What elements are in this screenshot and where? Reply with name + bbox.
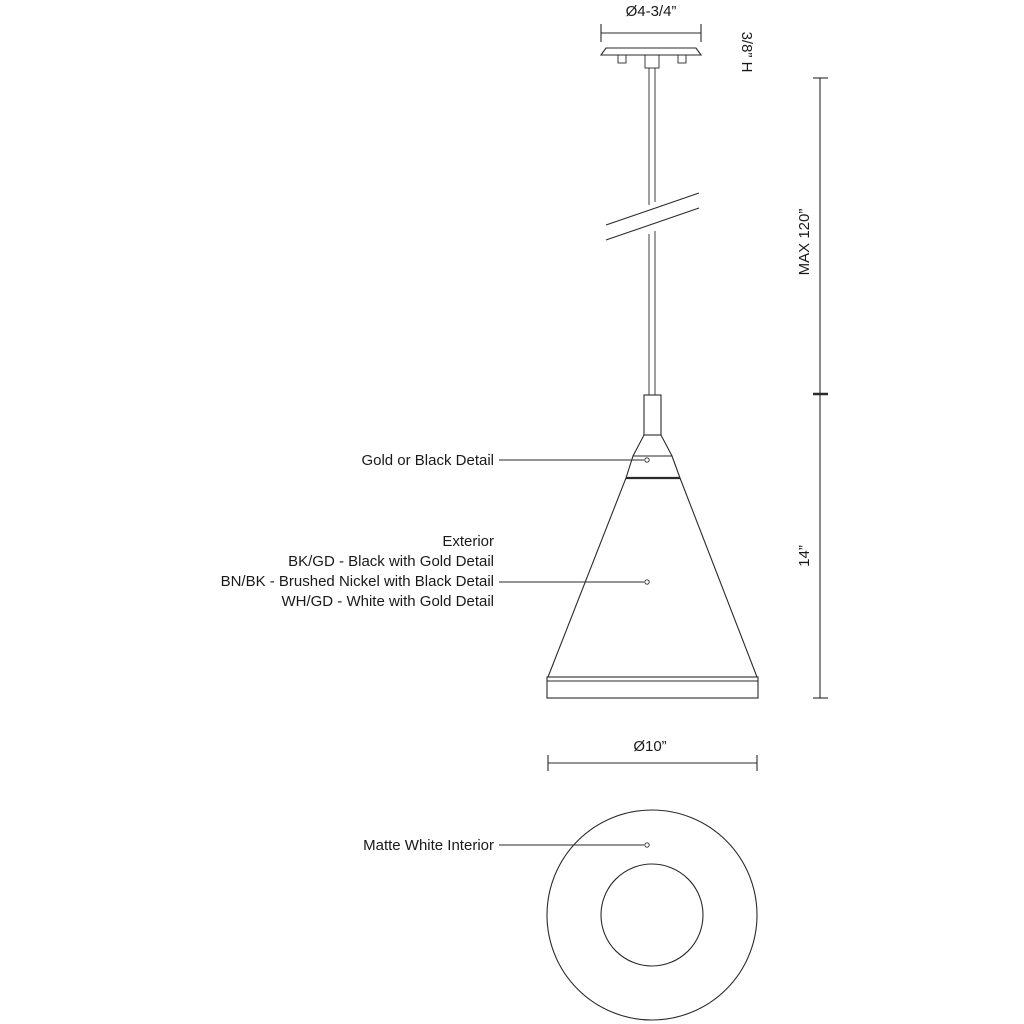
detail-callout-dot xyxy=(645,458,649,462)
exterior-option: BK/GD - Black with Gold Detail xyxy=(288,553,494,570)
interior-callout-dot xyxy=(645,843,649,847)
shade-cone xyxy=(547,435,758,698)
shade-rim xyxy=(547,677,758,698)
exterior-option: WH/GD - White with Gold Detail xyxy=(281,593,494,610)
shade-diameter-label: Ø10” xyxy=(633,738,667,755)
bottom-view xyxy=(547,810,757,1020)
exterior-callout xyxy=(221,533,650,610)
exterior-callout-dot xyxy=(645,580,649,584)
interior-label: Matte White Interior xyxy=(363,837,494,854)
cord-break-symbol xyxy=(606,193,699,225)
max-length-label: MAX 120” xyxy=(796,208,813,276)
shade-height-label: 14” xyxy=(796,545,813,567)
canopy-width-dimension xyxy=(601,3,701,42)
shade-outer-circle xyxy=(547,810,757,1020)
cord xyxy=(606,68,699,395)
detail-label: Gold or Black Detail xyxy=(361,452,494,469)
interior-callout xyxy=(363,837,649,854)
shade-width-dimension xyxy=(548,738,757,771)
canopy-diameter-label: Ø4-3/4” xyxy=(625,3,677,20)
socket-collar xyxy=(644,395,661,435)
detail-callout xyxy=(361,452,649,469)
shade-inner-opening xyxy=(601,864,703,966)
exterior-title: Exterior xyxy=(442,533,494,550)
canopy-height-label: 3/8” H xyxy=(738,31,755,73)
overall-height-dimension xyxy=(796,78,828,698)
exterior-option: BN/BK - Brushed Nickel with Black Detail xyxy=(220,573,494,590)
canopy xyxy=(601,48,701,68)
